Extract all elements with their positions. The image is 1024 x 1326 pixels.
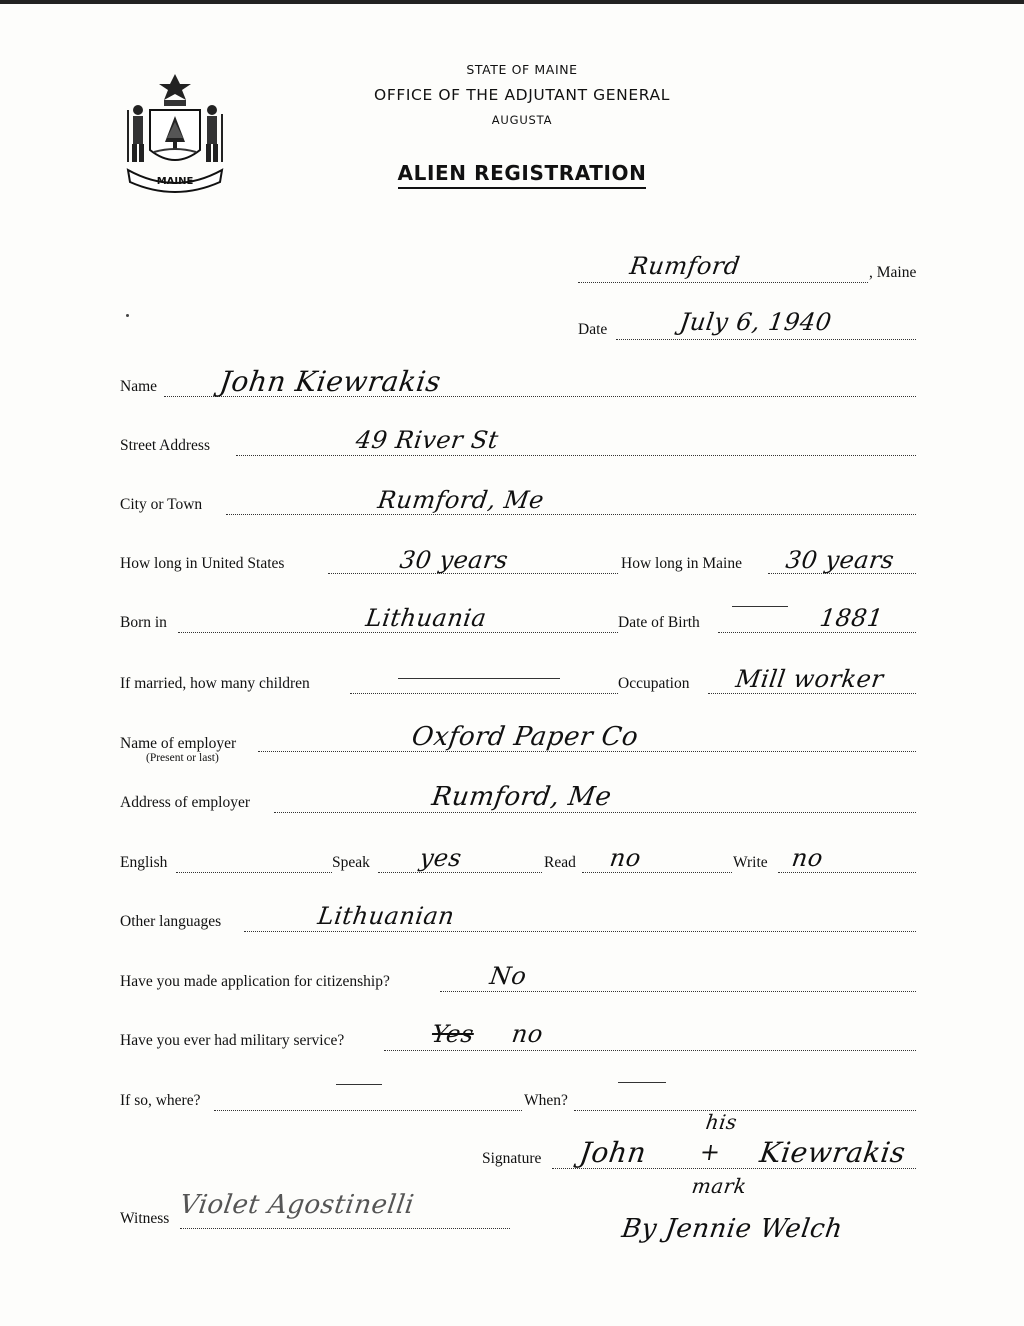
how-long-us-label: How long in United States: [120, 555, 285, 572]
employer-name-label: Name of employer: [120, 735, 237, 752]
occupation-line: [708, 693, 916, 694]
city-value: Rumford, Me: [376, 486, 546, 514]
children-dash: [398, 678, 560, 679]
read-line: [582, 872, 732, 873]
witness-value: Violet Agostinelli: [177, 1190, 417, 1220]
scan-speck: [126, 314, 129, 317]
date-label: Date: [578, 321, 608, 338]
how-long-maine-value: 30 years: [784, 546, 896, 574]
place-line: [578, 282, 868, 283]
citizenship-value: No: [488, 962, 529, 990]
employer-address-label: Address of employer: [120, 794, 250, 811]
where-label: If so, where?: [120, 1092, 201, 1109]
street-address-line: [236, 455, 916, 456]
military-line: [384, 1050, 916, 1051]
date-value: July 6, 1940: [678, 308, 834, 336]
header-state: STATE OF MAINE: [466, 62, 578, 77]
place-suffix: , Maine: [869, 264, 917, 281]
street-address-label: Street Address: [120, 437, 210, 454]
speak-label: Speak: [332, 854, 370, 871]
name-label: Name: [120, 378, 158, 395]
employer-address-line: [274, 812, 916, 813]
other-languages-value: Lithuanian: [316, 902, 457, 930]
speak-value: yes: [418, 844, 464, 872]
military-value: no: [510, 1020, 545, 1048]
occupation-label: Occupation: [618, 675, 690, 692]
english-label: English: [120, 854, 168, 871]
citizenship-label: Have you made application for citizenship?: [120, 973, 390, 990]
other-languages-label: Other languages: [120, 913, 222, 930]
date-of-birth-value: 1881: [818, 604, 886, 632]
signature-mark-word: mark: [690, 1174, 749, 1198]
when-line: [574, 1110, 916, 1111]
where-line: [214, 1110, 522, 1111]
city-label: City or Town: [120, 496, 203, 513]
date-line: [616, 339, 916, 340]
signature-his: his: [704, 1110, 739, 1134]
when-dash: [618, 1082, 666, 1083]
occupation-value: Mill worker: [734, 665, 886, 693]
write-label: Write: [733, 854, 768, 871]
speak-line: [378, 872, 542, 873]
signature-mark: +: [698, 1138, 723, 1166]
military-label: Have you ever had military service?: [120, 1032, 345, 1049]
date-of-birth-line: [718, 632, 916, 633]
write-line: [778, 872, 916, 873]
children-label: If married, how many children: [120, 675, 310, 692]
when-label: When?: [524, 1092, 568, 1109]
form-title-text: ALIEN REGISTRATION: [398, 161, 647, 189]
employer-name-sublabel: (Present or last): [146, 752, 219, 764]
street-address-value: 49 River St: [354, 426, 501, 454]
where-dash: [336, 1084, 382, 1085]
read-label: Read: [544, 854, 576, 871]
witness-label: Witness: [120, 1210, 170, 1227]
date-of-birth-dash: [732, 606, 788, 607]
children-line: [350, 693, 618, 694]
seal-banner-text: MAINE: [156, 176, 194, 187]
signature-by: By Jennie Welch: [619, 1214, 845, 1244]
how-long-us-value: 30 years: [398, 546, 510, 574]
born-in-value: Lithuania: [364, 604, 489, 632]
form-title: [10, 161, 1024, 185]
citizenship-line: [440, 991, 916, 992]
born-in-line: [178, 632, 618, 633]
signature-first: John: [577, 1136, 649, 1169]
how-long-maine-label: How long in Maine: [621, 555, 742, 572]
scan-top-edge: [0, 0, 1024, 4]
write-value: no: [790, 844, 825, 872]
military-struck-value: Yes: [430, 1020, 476, 1048]
english-line: [176, 872, 332, 873]
employer-name-value: Oxford Paper Co: [409, 722, 641, 752]
signature-last: Kiewrakis: [757, 1136, 908, 1169]
header-city: AUGUSTA: [491, 113, 553, 127]
date-of-birth-label: Date of Birth: [618, 614, 700, 631]
employer-address-value: Rumford, Me: [429, 782, 614, 812]
born-in-label: Born in: [120, 614, 167, 631]
header-office: OFFICE OF THE ADJUTANT GENERAL: [374, 86, 670, 104]
name-value: John Kiewrakis: [217, 365, 444, 398]
witness-line: [180, 1228, 510, 1229]
other-languages-line: [244, 931, 916, 932]
city-line: [226, 514, 916, 515]
read-value: no: [608, 844, 643, 872]
signature-label: Signature: [482, 1150, 542, 1167]
place-value: Rumford: [628, 252, 742, 280]
